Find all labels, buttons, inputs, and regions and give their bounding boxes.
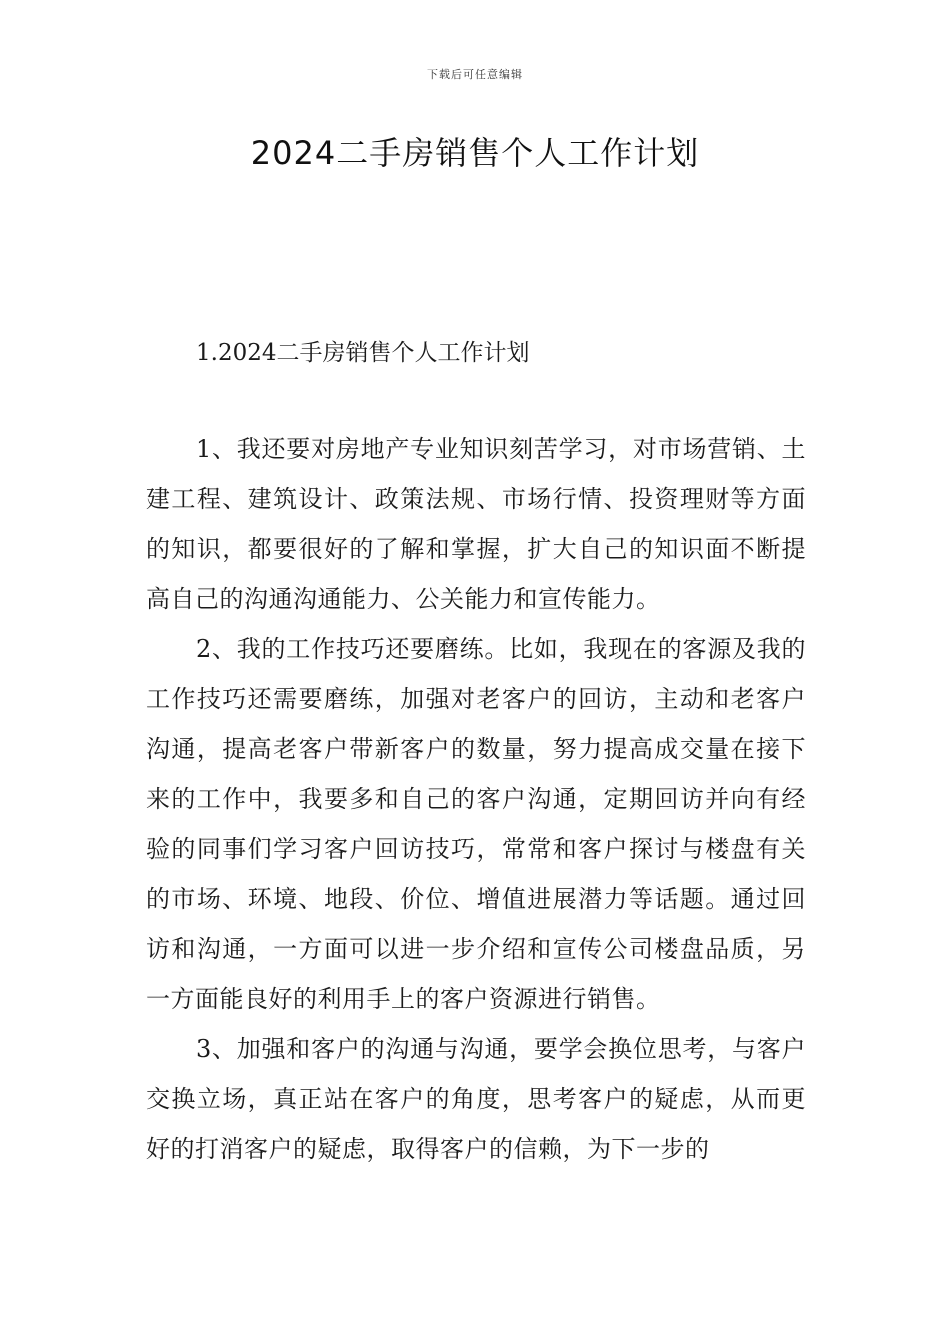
- header-note: 下载后可任意编辑: [427, 68, 523, 81]
- document-title: 2024二手房销售个人工作计划: [250, 134, 700, 172]
- section-heading: 1.2024二手房销售个人工作计划: [196, 340, 530, 366]
- paragraph-3: 3、加强和客户的沟通与沟通，要学会换位思考，与客户交换立场，真正站在客户的角度，思考客户的疑虑，从而更好的打消客户的疑虑，取得客户的信赖，为下一步的: [146, 1035, 806, 1163]
- paragraph-2: 2、我的工作技巧还要磨练。比如，我现在的客源及我的工作技巧还需要磨练，加强对老客户的回访，主动和老客户沟通，提高老客户带新客户的数量，努力提高成交量在接下来的工作中，我要多和自己的客户沟通，定期回访并向有经验的同事们学习客户回访技巧，常常和客户探讨与楼盘有关的市场、环境、地段、价位、增值进展潜力等话题。通过回访和沟通，一方面可以进一步介绍和宣传公司楼盘品质，另一方面能良好的利用手上的客户资源进行销售。: [146, 635, 806, 1013]
- paragraph-1: 1、我还要对房地产专业知识刻苦学习，对市场营销、土建工程、建筑设计、政策法规、市场行情、投资理财等方面的知识，都要很好的了解和掌握，扩大自己的知识面不断提高自己的沟通沟通能力、公关能力和宣传能力。: [146, 435, 806, 613]
- document-body: [146, 424, 806, 1174]
